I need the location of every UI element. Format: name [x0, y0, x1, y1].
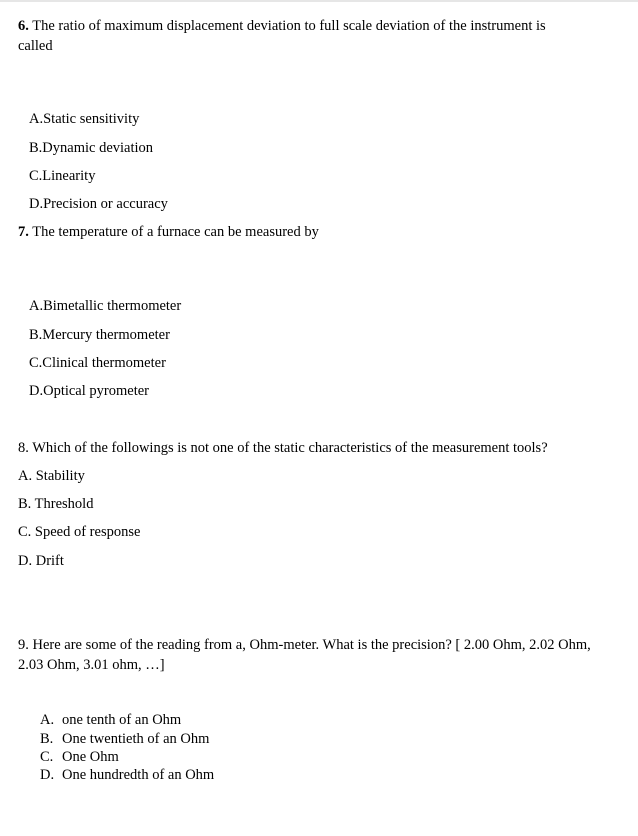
q9-option-b-label: One twentieth of an Ohm [62, 731, 210, 747]
question-6-number: 6. [18, 18, 29, 34]
q8-option-b: B. Threshold [18, 496, 94, 512]
q6-option-c: C.Linearity [29, 168, 96, 184]
q8-option-c: C. Speed of response [18, 524, 141, 540]
q9-option-a-label: one tenth of an Ohm [62, 712, 182, 728]
question-7-number: 7. [18, 224, 29, 240]
q9-option-a-letter: A. [40, 712, 55, 728]
q6-option-d: D.Precision or accuracy [29, 196, 168, 212]
q7-option-a: A.Bimetallic thermometer [29, 298, 182, 314]
q9-option-d [40, 765, 214, 785]
q8-option-d: D. Drift [18, 553, 64, 569]
top-divider [0, 0, 638, 2]
q6-option-b: B.Dynamic deviation [29, 140, 154, 156]
q9-option-d-letter: D. [40, 767, 55, 783]
question-7-text: The temperature of a furnace can be measured by [28, 224, 319, 240]
question-7-line [18, 222, 319, 242]
question-8-text: 8. Which of the followings is not one of the static characteristics of the measurement tools? [18, 440, 548, 456]
q7-option-d: D.Optical pyrometer [29, 383, 149, 399]
q7-option-c: C.Clinical thermometer [29, 355, 166, 371]
q9-option-a [40, 710, 181, 730]
q9-option-b-letter: B. [40, 731, 54, 747]
question-6-line-2: called [18, 38, 53, 54]
q6-option-a: A.Static sensitivity [29, 111, 140, 127]
q9-option-c-label: One Ohm [62, 749, 119, 765]
q8-option-a: A. Stability [18, 468, 85, 484]
q9-option-c [40, 747, 119, 767]
q9-option-b [40, 729, 209, 749]
question-6-text: The ratio of maximum displacement deviation to full scale deviation of the instrument is [28, 18, 546, 34]
q7-option-b: B.Mercury thermometer [29, 327, 170, 343]
q9-option-c-letter: C. [40, 749, 54, 765]
q9-option-d-label: One hundredth of an Ohm [62, 767, 215, 783]
question-6-line-1 [18, 16, 546, 36]
question-9-text: 9. Here are some of the reading from a, Ohm-meter. What is the precision? [ 2.00 Ohm, 2.02 Ohm, 2.03 Ohm, 3.01 ohm, …] [18, 637, 591, 673]
